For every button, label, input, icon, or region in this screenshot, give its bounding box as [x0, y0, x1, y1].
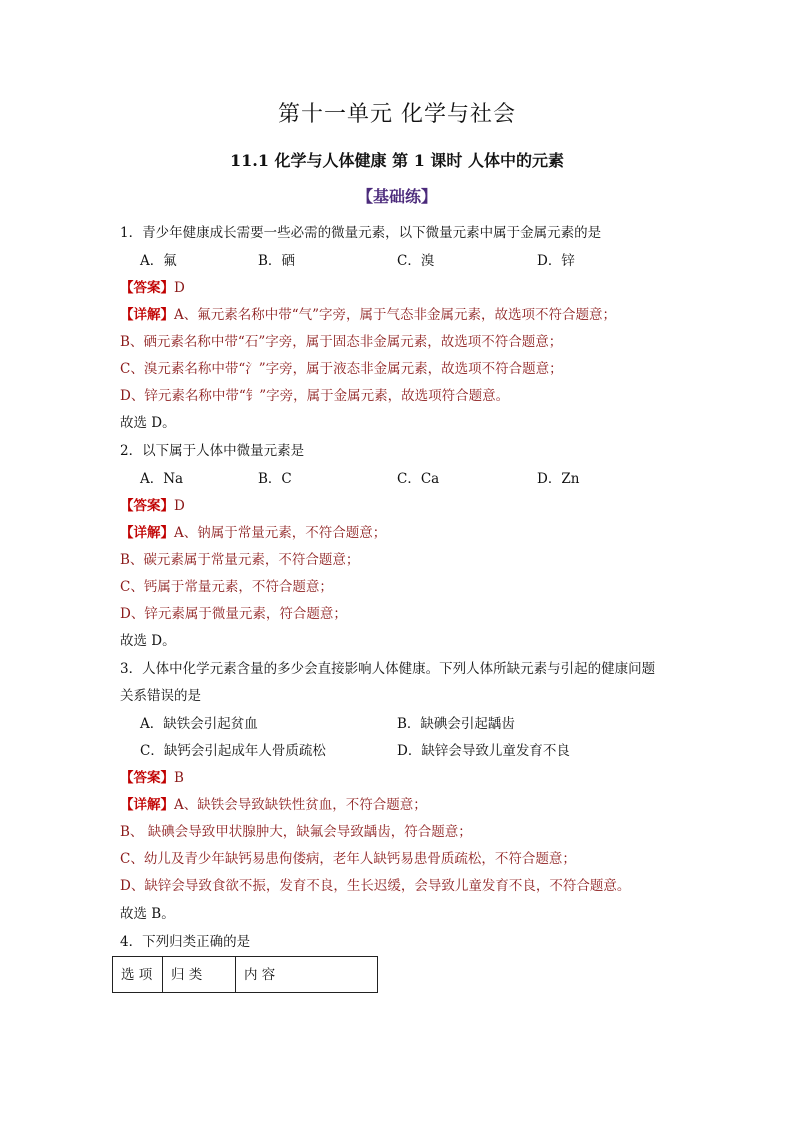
q1-answer [120, 276, 185, 296]
lesson-subtitle: 11.1 化学与人体健康 第 1 课时 人体中的元素 [230, 151, 564, 170]
q2-detail-d: D、锌元素属于微量元素，符合题意； [120, 606, 347, 622]
q3-option-a: A．缺铁会引起贫血 [140, 716, 258, 732]
q3-answer [120, 766, 184, 786]
table-header-option: 选 项 [113, 957, 163, 993]
q4-stem: 4．下列归类正确的是 [120, 934, 251, 950]
q3-option-b: B．缺碘会引起龋齿 [397, 716, 515, 732]
q3-stem-line1: 3．人体中化学元素含量的多少会直接影响人体健康。下列人体所缺元素与引起的健康问题 [120, 661, 656, 677]
section-heading: 【基础练】 [356, 187, 437, 206]
q2-detail-b: B、碳元素属于常量元素，不符合题意； [120, 552, 360, 568]
q3-stem-line2: 关系错误的是 [120, 688, 201, 704]
answer-tag: 【答案】 [120, 498, 174, 514]
answer-value: D [174, 280, 185, 296]
q1-detail-b: B、硒元素名称中带“石”字旁，属于固态非金属元素，故选项不符合题意； [120, 334, 563, 350]
q1-detail-c: C、溴元素名称中带“氵”字旁，属于液态非金属元素，故选项不符合题意； [120, 361, 563, 377]
q2-option-d: D．Zn [537, 471, 580, 487]
detail-tag: 【详解】 [120, 525, 174, 541]
q1-option-d: D．锌 [537, 253, 575, 269]
q1-detail-first: 【详解】A、氟元素名称中带“气”字旁，属于气态非金属元素，故选项不符合题意； [120, 307, 617, 323]
q1-option-c: C．溴 [397, 253, 435, 269]
table-header-content: 内 容 [236, 957, 378, 993]
answer-value: B [174, 770, 184, 786]
q2-stem: 2．以下属于人体中微量元素是 [120, 443, 305, 459]
q2-option-c: C．Ca [397, 471, 440, 487]
q1-option-b: B．硒 [258, 253, 295, 269]
q1-option-a: A．氟 [140, 253, 177, 269]
q1-detail-d: D、锌元素名称中带“钅”字旁，属于金属元素，故选项符合题意。 [120, 388, 510, 404]
q2-detail-c: C、钙属于常量元素，不符合题意； [120, 579, 333, 595]
unit-title: 第十一单元 化学与社会 [278, 102, 516, 127]
detail-tag: 【详解】 [120, 307, 174, 323]
answer-tag: 【答案】 [120, 280, 174, 296]
table-row [113, 957, 378, 993]
q1-stem: 1．青少年健康成长需要一些必需的微量元素，以下微量元素中属于金属元素的是 [120, 225, 602, 241]
q3-detail-first: 【详解】A、缺铁会导致缺铁性贫血，不符合题意； [120, 797, 427, 813]
q3-option-d: D．缺锌会导致儿童发育不良 [397, 743, 570, 759]
q2-option-a: A．Na [140, 471, 184, 487]
q4-table [112, 956, 378, 993]
q3-detail-d: D、缺锌会导致食欲不振，发育不良，生长迟缓，会导致儿童发育不良，不符合题意。 [120, 878, 631, 894]
table-header-category: 归 类 [163, 957, 236, 993]
answer-tag: 【答案】 [120, 770, 174, 786]
q2-conclusion: 故选 D。 [120, 633, 176, 649]
answer-value: D [174, 498, 185, 514]
q3-option-c: C．缺钙会引起成年人骨质疏松 [140, 743, 326, 759]
q2-detail-first: 【详解】A、钠属于常量元素，不符合题意； [120, 525, 387, 541]
q3-detail-b: B、 缺碘会导致甲状腺肿大，缺氟会导致龋齿，符合题意； [120, 824, 472, 840]
q1-conclusion: 故选 D。 [120, 415, 176, 431]
q2-option-b: B．C [258, 471, 292, 487]
q3-conclusion: 故选 B。 [120, 906, 175, 922]
detail-tag: 【详解】 [120, 797, 174, 813]
q2-answer [120, 494, 185, 514]
q3-detail-c: C、幼儿及青少年缺钙易患佝偻病，老年人缺钙易患骨质疏松，不符合题意； [120, 851, 576, 867]
